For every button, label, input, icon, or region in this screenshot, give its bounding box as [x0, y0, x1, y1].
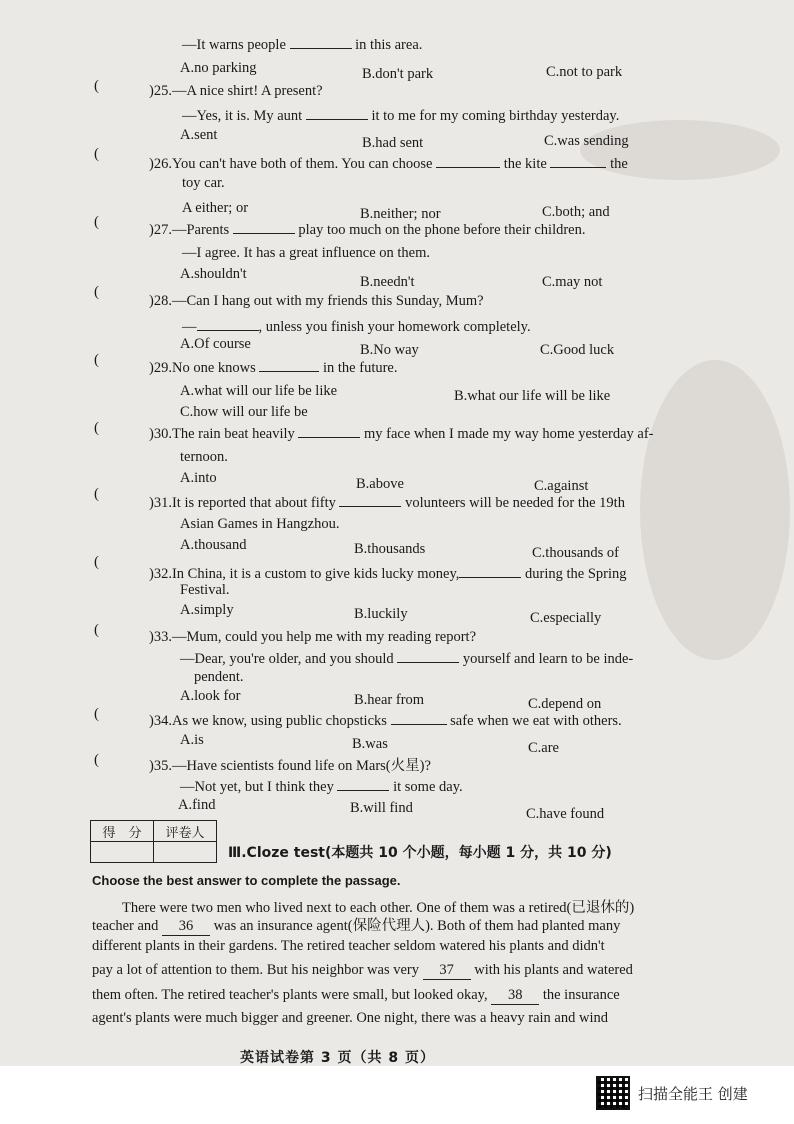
q24-option-b: B.don't park — [362, 66, 434, 82]
q34-option-b: B.was — [352, 736, 388, 752]
q34-option-c: C.are — [528, 740, 559, 756]
answer-paren[interactable]: ( — [94, 420, 99, 436]
q34-option-a: A.is — [180, 732, 204, 748]
question-30-line: ternoon. — [180, 449, 228, 465]
q26-option-b: B.neither; nor — [360, 206, 441, 222]
q28-option-a: A.Of course — [180, 336, 251, 352]
question-31: )31.It is reported that about fifty volunteers will be needed for the 19th — [149, 495, 625, 511]
q33-option-a: A.look for — [180, 688, 241, 704]
question-26: )26.You can't have both of them. You can choose the kite the — [149, 156, 628, 172]
score-cell[interactable] — [91, 842, 154, 863]
q31-option-b: B.thousands — [354, 541, 426, 557]
question-34: )34.As we know, using public chopsticks safe when we eat with others. — [149, 713, 622, 729]
passage-line: There were two men who lived next to each other. One of them was a retired(已退休的) — [122, 900, 635, 916]
question-33-line: pendent. — [194, 669, 244, 685]
score-header: 得 分 — [91, 821, 154, 842]
answer-paren[interactable]: ( — [94, 284, 99, 300]
answer-paren[interactable]: ( — [94, 622, 99, 638]
blank-38[interactable]: 38 — [491, 987, 539, 1005]
q30-option-b: B.above — [356, 476, 404, 492]
blank-37[interactable]: 37 — [423, 962, 471, 980]
q28-option-c: C.Good luck — [540, 342, 615, 358]
question-25-line: —Yes, it is. My aunt it to me for my coming birthday yesterday. — [182, 108, 620, 124]
q30-option-a: A.into — [180, 470, 217, 486]
score-table — [90, 820, 217, 863]
q25-option-a: A.sent — [180, 127, 218, 143]
page-footer: 英语试卷第 3 页（共 8 页） — [240, 1050, 435, 1066]
q28-option-b: B.No way — [360, 342, 419, 358]
question-28: )28.—Can I hang out with my friends this Sunday, Mum? — [149, 293, 484, 309]
question-27-line: —I agree. It has a great influence on them. — [182, 245, 431, 261]
grader-header: 评卷人 — [154, 821, 217, 842]
passage-line: different plants in their gardens. The retired teacher seldom watered his plants and didn't — [92, 938, 605, 954]
q30-option-c: C.against — [534, 478, 589, 494]
q24-stem: —It warns people in this area. — [182, 37, 423, 53]
passage-line: agent's plants were much bigger and greener. One night, there was a heavy rain and wind — [92, 1010, 608, 1026]
question-33: )33.—Mum, could you help me with my reading report? — [149, 629, 477, 645]
q33-option-c: C.depend on — [528, 696, 602, 712]
q32-option-c: C.especially — [530, 610, 602, 626]
q25-option-c: C.was sending — [544, 133, 629, 149]
answer-paren[interactable]: ( — [94, 706, 99, 722]
qr-code-icon — [596, 1076, 630, 1110]
answer-paren[interactable]: ( — [94, 352, 99, 368]
question-33-line: —Dear, you're older, and you should yourself and learn to be inde- — [180, 651, 634, 667]
section-title: Ⅲ.Cloze test(本题共 10 个小题，每小题 1 分，共 10 分) — [228, 845, 612, 861]
grader-cell[interactable] — [154, 842, 217, 863]
q31-option-a: A.thousand — [180, 537, 247, 553]
q33-option-b: B.hear from — [354, 692, 425, 708]
q29-option-c: C.how will our life be — [180, 404, 308, 420]
question-25: )25.—A nice shirt! A present? — [149, 83, 323, 99]
q26-option-a: A either; or — [182, 200, 249, 216]
question-26-line: toy car. — [182, 175, 225, 191]
q27-option-a: A.shouldn't — [180, 266, 247, 282]
q35-option-c: C.have found — [526, 806, 605, 822]
q24-option-a: A.no parking — [180, 60, 257, 76]
q24-option-c: C.not to park — [546, 64, 623, 80]
question-29: )29.No one knows in the future. — [149, 360, 398, 376]
q29-option-a: A.what will our life be like — [180, 383, 338, 399]
scanner-watermark — [596, 1076, 748, 1110]
question-35: )35.—Have scientists found life on Mars(火星)? — [149, 758, 431, 774]
passage-line: pay a lot of attention to them. But his neighbor was very 37 with his plants and watered — [92, 962, 633, 978]
answer-paren[interactable]: ( — [94, 214, 99, 230]
q27-option-b: B.needn't — [360, 274, 415, 290]
answer-paren[interactable]: ( — [94, 752, 99, 768]
question-27: )27.—Parents play too much on the phone before their children. — [149, 222, 586, 238]
q32-option-b: B.luckily — [354, 606, 408, 622]
q35-option-a: A.find — [178, 797, 216, 813]
q31-option-c: C.thousands of — [532, 545, 619, 561]
question-31-line: Asian Games in Hangzhou. — [180, 516, 340, 532]
passage-line: them often. The retired teacher's plants were small, but looked okay, 38 the insurance — [92, 987, 620, 1003]
question-30: )30.The rain beat heavily my face when I made my way home yesterday af- — [149, 426, 654, 442]
passage-line: teacher and 36 was an insurance agent(保险代理人). Both of them had planted many — [92, 918, 621, 934]
blank-36[interactable]: 36 — [162, 918, 210, 936]
question-28-line: — , unless you finish your homework completely. — [182, 319, 531, 335]
q26-option-c: C.both; and — [542, 204, 610, 220]
scanner-label: 扫描全能王 创建 — [638, 1084, 748, 1103]
question-32-line: Festival. — [180, 582, 230, 598]
question-35-line: —Not yet, but I think they it some day. — [180, 779, 463, 795]
q32-option-a: A.simply — [180, 602, 234, 618]
answer-paren[interactable]: ( — [94, 146, 99, 162]
q27-option-c: C.may not — [542, 274, 603, 290]
answer-paren[interactable]: ( — [94, 486, 99, 502]
answer-paren[interactable]: ( — [94, 78, 99, 94]
instructions: Choose the best answer to complete the passage. — [92, 873, 401, 888]
smudge — [640, 360, 790, 660]
q29-option-b: B.what our life will be like — [454, 388, 611, 404]
question-32: )32.In China, it is a custom to give kids lucky money, during the Spring — [149, 566, 627, 582]
q35-option-b: B.will find — [350, 800, 413, 816]
q25-option-b: B.had sent — [362, 135, 424, 151]
answer-paren[interactable]: ( — [94, 554, 99, 570]
